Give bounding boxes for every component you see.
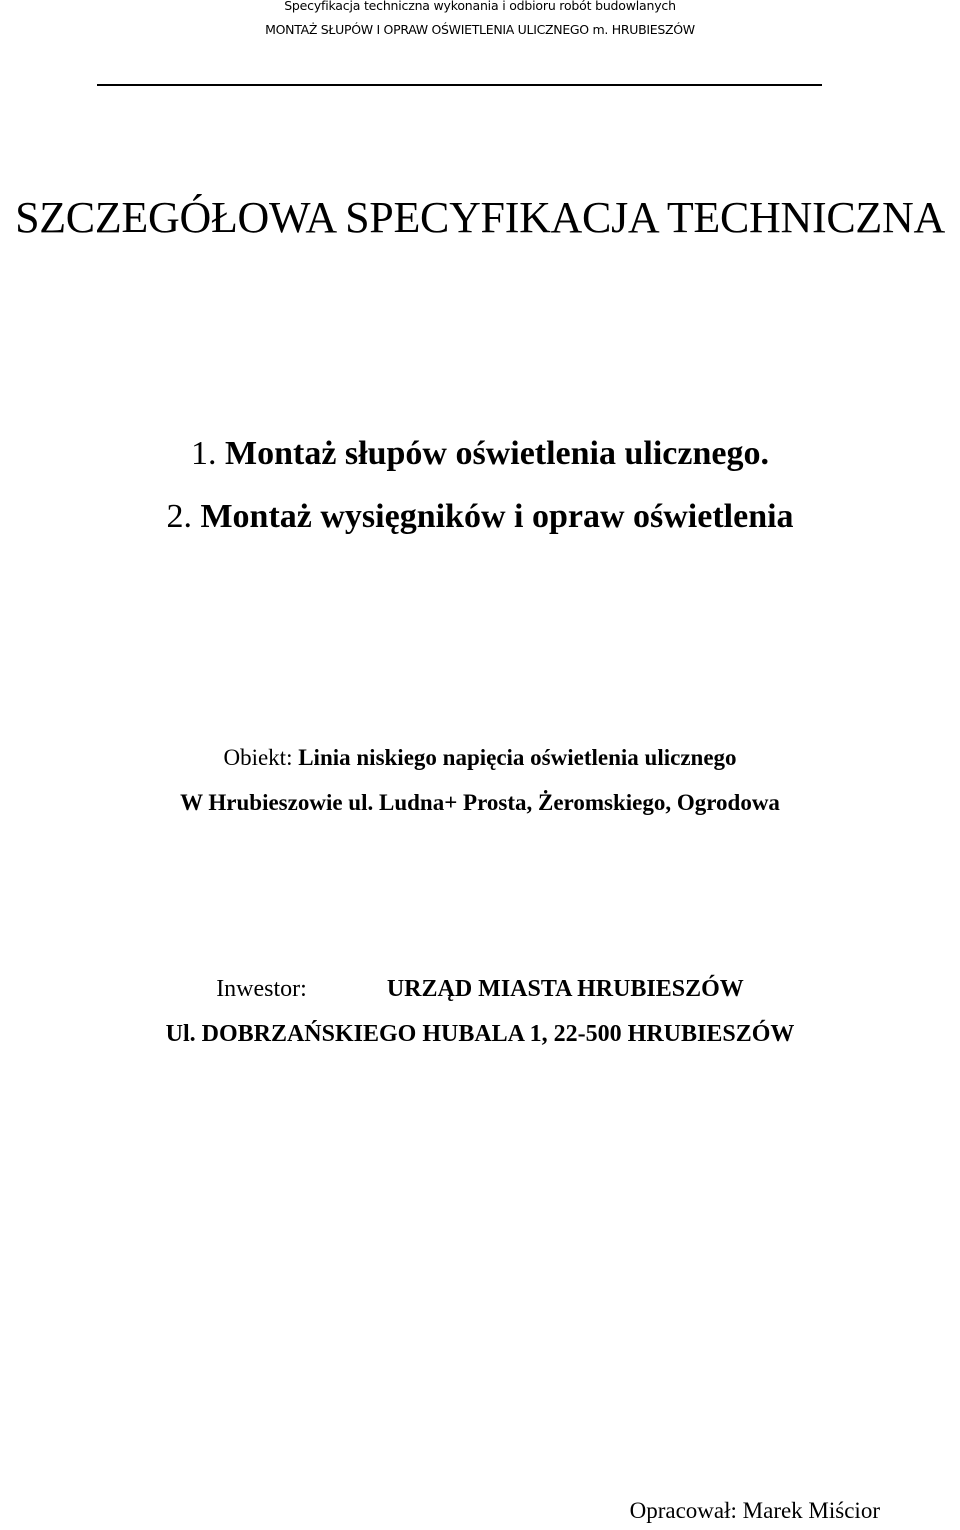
prepared-by: Opracował: Marek Miścior [629,1498,880,1523]
scope-item-number: 2. [166,498,192,535]
running-header-subtitle: MONTAŻ SŁUPÓW I OPRAW OŚWIETLENIA ULICZNEGO m. HRUBIESZÓW [265,22,695,37]
investor-label: Inwestor: [216,976,307,1002]
header-divider [97,84,822,86]
scope-item-2 [0,498,960,536]
running-header-title: Specyfikacja techniczna wykonania i odbioru robót budowlanych [284,0,676,13]
investor-address: Ul. DOBRZAŃSKIEGO HUBALA 1, 22-500 HRUBIESZÓW [165,1021,795,1047]
scope-item-number: 1. [191,435,217,472]
object-description-line-1 [0,745,960,771]
investor-name: URZĄD MIASTA HRUBIESZÓW [386,976,744,1002]
scope-item-1 [0,435,960,473]
object-label: Obiekt: [223,745,293,770]
object-name: Linia niskiego napięcia oświetlenia ulicznego [298,745,737,770]
scope-item-text: Montaż słupów oświetlenia ulicznego. [225,435,769,472]
object-description-line-2: W Hrubieszowie ul. Ludna+ Prosta, Żeromskiego, Ogrodowa [180,790,780,815]
investor-row [0,976,960,1003]
document-title: SZCZEGÓŁOWA SPECYFIKACJA TECHNICZNA [15,193,945,242]
scope-item-text: Montaż wysięgników i opraw oświetlenia [200,498,794,535]
